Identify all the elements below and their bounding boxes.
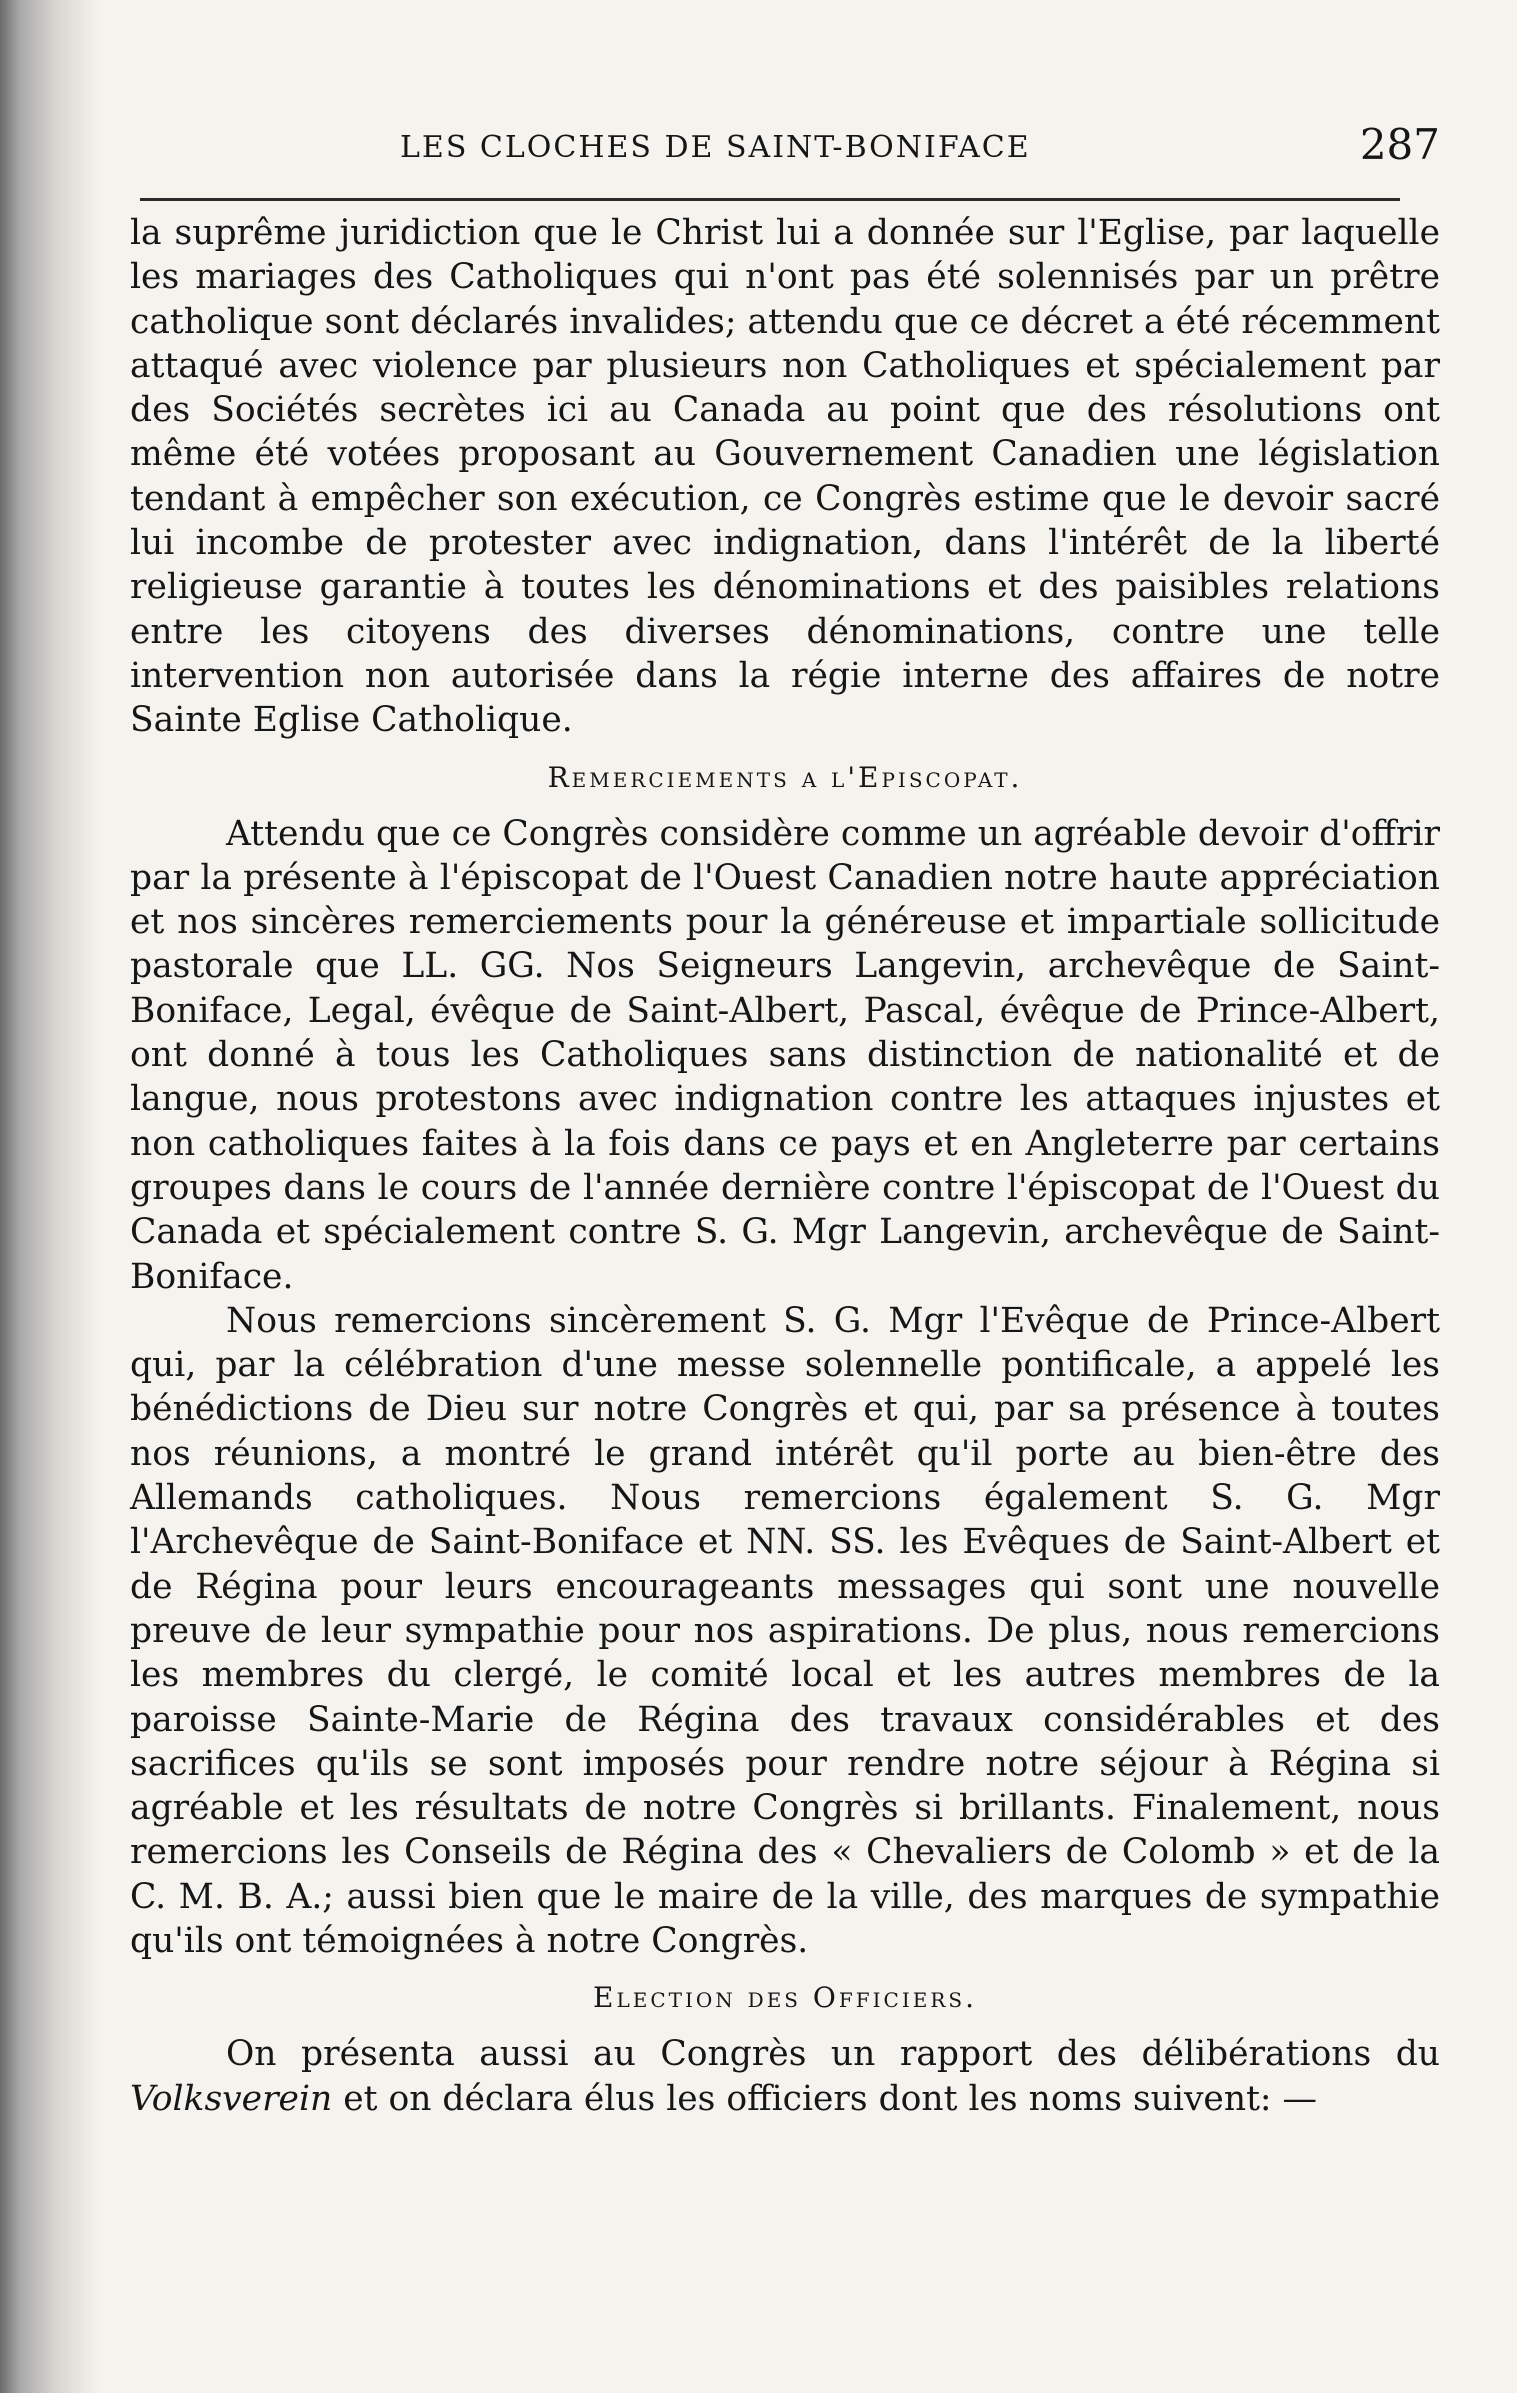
- scanned-page-edge: [0, 0, 100, 2393]
- book-page: [130, 120, 1440, 2121]
- running-header: [130, 120, 1440, 180]
- section-heading-election: Election des Officiers.: [593, 1981, 977, 2015]
- section-heading-episcopat: Remerciements a l'Episcopat.: [547, 760, 1023, 794]
- volksverein-italic: Volksverein: [130, 2078, 333, 2119]
- election-text-end: et on déclara élus les officiers dont les noms suivent: —: [343, 2078, 1318, 2119]
- header-rule: [140, 198, 1400, 201]
- paragraph-election: [130, 2032, 1440, 2121]
- paragraph-remerciements: Nous remercions sincèrement S. G. Mgr l'Evêque de Prince-Albert qui, par la célébration d'une messe solennelle pontificale, a appelé les bénédictions de Dieu sur notre Congrès et qui, par sa présence à toutes nos réunions, a montré le grand intérêt qu'il porte au bien-être des Allemands catholiques. Nous remercions également S. G. Mgr l'Archevêque de Saint-Boniface et NN. SS. les Evêques de Saint-Albert et de Régina pour leurs encourageants messages qui sont une nouvelle preuve de leur sympathie pour nos aspirations. De plus, nous remercions les membres du clergé, le comité local et les autres membres de la paroisse Sainte-Marie de Régina des travaux considérables et des sacrifices qu'ils se sont imposés pour rendre notre séjour à Régina si agréable et les résultats de notre Congrès si brillants. Finalement, nous remercions les Conseils de Régina des « Chevaliers de Colomb » et de la C. M. B. A.; aussi bien que le maire de la ville, des marques de sympathie qu'ils ont témoignées à notre Congrès.: [130, 1300, 1440, 1961]
- paragraph-episcopat-thanks: Attendu que ce Congrès considère comme un agréable devoir d'offrir par la présente à l'épiscopat de l'Ouest Canadien notre haute appréciation et nos sincères remerciements pour la généreuse et impartiale sollicitude pastorale que LL. GG. Nos Seigneurs Langevin, archevêque de Saint-Boniface, Legal, évêque de Saint-Albert, Pascal, évêque de Prince-Albert, ont donné à tous les Catholiques sans distinction de nationalité et de langue, nous protestons avec indignation contre les attaques injustes et non catholiques faites à la fois dans ce pays et en Angleterre par certains groupes dans le cours de l'année dernière contre l'épiscopat de l'Ouest du Canada et spécialement contre S. G. Mgr Langevin, archevêque de Saint-Boniface.: [130, 813, 1440, 1297]
- paragraph-decree-protest: la suprême juridiction que le Christ lui a donnée sur l'Eglise, par laquelle les mariages des Catholiques qui n'ont pas été solennisés par un prêtre catholique sont déclarés invalides; attendu que ce décret a été récemment attaqué avec violence par plusieurs non Catholiques et spécialement par des Sociétés secrètes ici au Canada au point que des résolutions ont même été votées proposant au Gouvernement Canadien une législation tendant à empêcher son exécution, ce Congrès estime que le devoir sacré lui incombe de protester avec indignation, dans l'intérêt de la liberté religieuse garantie à toutes les dénominations et des paisibles relations entre les citoyens des diverses dénominations, contre une telle intervention non autorisée dans la régie interne des affaires de notre Sainte Eglise Catholique.: [130, 213, 1440, 741]
- running-title: LES CLOCHES DE SAINT-BONIFACE: [400, 130, 1031, 165]
- page-number: 287: [1359, 120, 1440, 169]
- election-text-start: On présenta aussi au Congrès un rapport des délibérations du: [226, 2034, 1440, 2075]
